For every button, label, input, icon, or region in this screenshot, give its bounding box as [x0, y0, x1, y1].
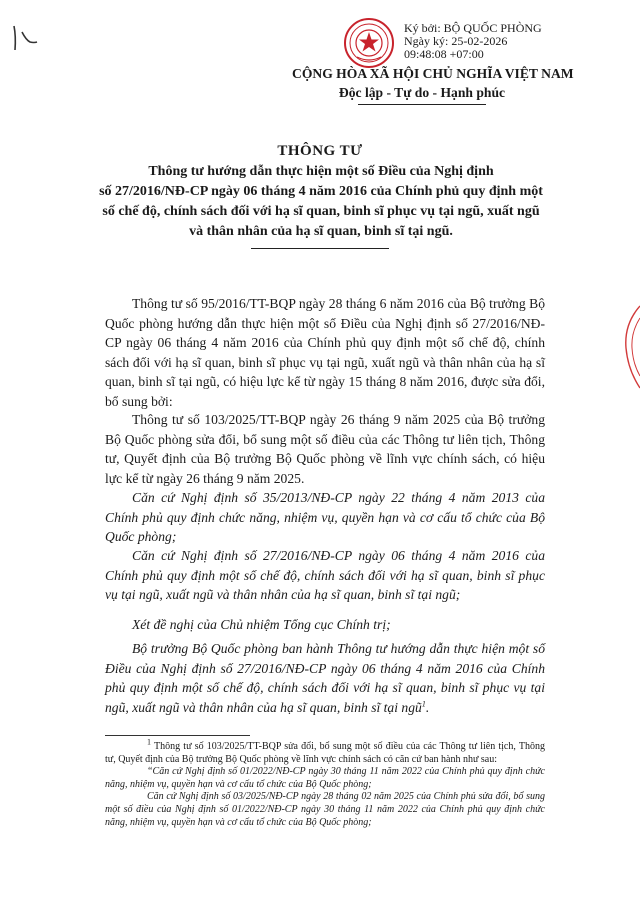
signed-date: Ngày ký: 25-02-2026 — [404, 34, 508, 48]
partial-stamp-icon — [622, 304, 640, 390]
digital-signature-block — [404, 22, 542, 61]
country-name: CỘNG HÒA XÃ HỘI CHỦ NGHĨA VIỆT NAM — [292, 66, 574, 81]
issuance-statement: Bộ trưởng Bộ Quốc phòng ban hành Thông tư hướng dẫn thực hiện một số Điều của Nghị định số 27/2016/NĐ-CP ngày 06 tháng 4 năm 2016 của Chính phủ quy định một số chế độ, chính sách đối với hạ sĩ quan, binh sĩ phục vụ tại ngũ, xuất ngũ và thân nhân của hạ sĩ quan, binh sĩ tại ngũ$^1$. — [105, 641, 545, 715]
footnote-ref[interactable]: 1 — [421, 698, 426, 708]
footnote-number: 1 — [147, 737, 151, 747]
national-emblem-seal-icon — [343, 17, 395, 69]
footnote — [105, 737, 545, 829]
legal-basis-1: Căn cứ Nghị định số 35/2013/NĐ-CP ngày 22 tháng 4 năm 2013 của Chính phủ quy định chức năng, nhiệm vụ, quyền hạn và cơ cấu tổ chức của Bộ Quốc phòng; — [105, 490, 545, 544]
subject-line: số chế độ, chính sách đối với hạ sĩ quan, binh sĩ phục vụ tại ngũ, xuất ngũ — [102, 204, 540, 219]
document-type: THÔNG TƯ — [277, 143, 363, 159]
body-paragraph-2: Thông tư số 103/2025/TT-BQP ngày 26 tháng 9 năm 2025 của Bộ trưởng Bộ Quốc phòng sửa đổi, bổ sung một số điều của các Thông tư liên tịch, Thông tư, Quyết định của Bộ trưởng Bộ Quốc phòng về lĩnh vực chính sách, có hiệu lực kể từ ngày 26 tháng 9 năm 2025. — [105, 412, 545, 486]
subject-line: Thông tư hướng dẫn thực hiện một số Điều của Nghị định — [148, 164, 494, 179]
subject-underline — [251, 248, 389, 249]
motto-underline — [358, 104, 486, 105]
footnote-text-3: Căn cứ Nghị định số 03/2025/NĐ-CP ngày 28 tháng 02 năm 2025 của Chính phủ sửa đổi, bổ sung một số điều của Nghị định số 01/2022/NĐ-CP ngày 30 tháng 11 năm 2022 của Chính phủ quy định chức năng, nhiệm vụ, quyền hạn và cơ cấu tổ chức của Bộ Quốc phòng; — [105, 791, 545, 828]
proposal-note: Xét đề nghị của Chủ nhiệm Tổng cục Chính trị; — [132, 617, 391, 632]
national-motto: Độc lập - Tự do - Hạnh phúc — [338, 85, 506, 100]
subject-line: số 27/2016/NĐ-CP ngày 06 tháng 4 năm 2016 của Chính phủ quy định một — [99, 184, 543, 199]
handwritten-mark-icon — [4, 22, 38, 56]
legal-basis-2: Căn cứ Nghị định số 27/2016/NĐ-CP ngày 06 tháng 4 năm 2016 của Chính phủ quy định một số chế độ, chính sách đối với hạ sĩ quan, binh sĩ phục vụ tại ngũ, xuất ngũ và thân nhân của hạ sĩ quan, binh sĩ tại ngũ; — [105, 548, 545, 602]
body-paragraph-1: Thông tư số 95/2016/TT-BQP ngày 28 tháng 6 năm 2016 của Bộ trưởng Bộ Quốc phòng hướng dẫn thực hiện một số Điều của Nghị định số 27/2016/NĐ-CP ngày 06 tháng 4 năm 2016 của Chính phủ quy định một số chế độ, chính sách đối với hạ sĩ quan, binh sĩ phục vụ tại ngũ, xuất ngũ và thân nhân của hạ sĩ quan, binh sĩ tại ngũ, có hiệu lực kể từ ngày 15 tháng 8 năm 2016, được sửa đổi, bổ sung bởi: — [105, 296, 545, 409]
signed-by: Ký bởi: BỘ QUỐC PHÒNG — [404, 21, 542, 35]
document-subject — [96, 162, 546, 242]
footnote-text-1: Thông tư số 103/2025/TT-BQP sửa đổi, bổ sung một số điều của các Thông tư liên tịch, Thông tư, Quyết định của Bộ trưởng Bộ Quốc phòng về lĩnh vực chính sách có căn cứ ban hành như sau: — [105, 741, 545, 765]
subject-line: và thân nhân của hạ sĩ quan, binh sĩ tại ngũ. — [189, 224, 453, 239]
footnote-separator — [105, 735, 250, 736]
signed-time: 09:48:08 +07:00 — [404, 47, 484, 61]
footnote-text-2: “Căn cứ Nghị định số 01/2022/NĐ-CP ngày 30 tháng 11 năm 2022 của Chính phủ quy định chức năng, nhiệm vụ, quyền hạn và cơ cấu tổ chức của Bộ Quốc phòng; — [105, 766, 545, 790]
